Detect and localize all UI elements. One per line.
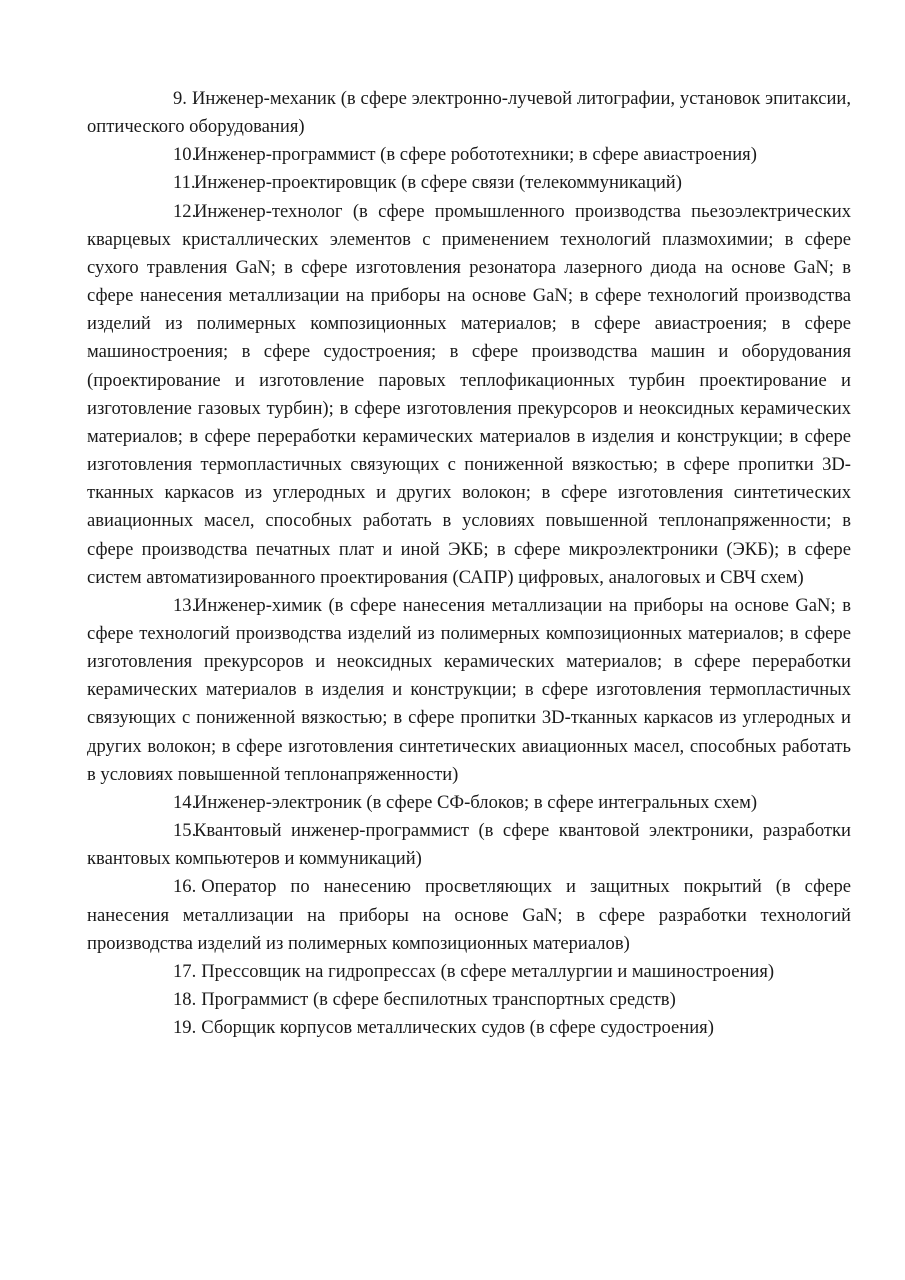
item-text: Инженер-программист (в сфере робототехники; в сфере авиастроения) xyxy=(194,144,757,166)
list-item xyxy=(87,873,851,957)
list-item xyxy=(87,789,851,817)
list-item xyxy=(87,198,851,592)
document-page xyxy=(87,85,851,1042)
list-item xyxy=(87,592,851,789)
list-item xyxy=(87,817,851,873)
item-text: Оператор по нанесению просветляющих и защитных покрытий (в сфере нанесения металлизации на приборы на основе GaN; в сфере разработки технологий производства изделий из полимерных композиционных материалов) xyxy=(87,876,851,954)
item-number: 17. xyxy=(173,960,197,982)
item-number: 14. xyxy=(173,791,197,813)
item-text: Инженер-проектировщик (в сфере связи (телекоммуникаций) xyxy=(194,172,682,194)
item-text: Программист (в сфере беспилотных транспортных средств) xyxy=(201,989,676,1010)
list-item xyxy=(87,986,851,1014)
item-number: 10. xyxy=(173,144,197,166)
item-number: 15. xyxy=(173,820,197,842)
item-number: 19. xyxy=(173,1017,197,1039)
item-number: 18. xyxy=(173,989,197,1010)
item-text: Прессовщик на гидропрессах (в сфере металлургии и машиностроения) xyxy=(201,960,775,982)
item-text: Квантовый инженер-программист (в сфере квантовой электроники, разработки квантовых компьютеров и коммуникаций) xyxy=(87,820,851,870)
item-text: Инженер-технолог (в сфере промышленного производства пьезоэлектрических кварцевых кристаллических элементов с применением технологий плазмохимии; в сфере сухого травления GaN; в сфере изготовления резонатора лазерного диода на основе GaN; в сфере нанесения металлизации на приборы на основе GaN; в сфере технологий производства изделий из полимерных композиционных материалов; в сфере авиастроения; в сфере машиностроения; в сфере судостроения; в сфере производства машин и оборудования (проектирование и изготовление паровых теплофикационных турбин проектирование и изготовление газовых турбин); в сфере изготовления прекурсоров и неоксидных керамических материалов; в сфере переработки керамических материалов в изделия и конструкции; в сфере изготовления термопластичных связующих с пониженной вязкостью; в сфере пропитки 3D-тканных каркасов из углеродных и других волокон; в сфере изготовления синтетических авиационных масел, способных работать в условиях повышенной теплонапряженности; в сфере производства печатных плат и иной ЭКБ; в сфере микроэлектроники (ЭКБ); в сфере систем автоматизированного проектирования (САПР) цифровых, аналоговых и СВЧ схем) xyxy=(87,200,851,588)
list-item xyxy=(87,958,851,986)
item-number: 9. xyxy=(173,88,187,109)
item-number: 11. xyxy=(173,172,196,194)
item-text: Инженер-химик (в сфере нанесения металлизации на приборы на основе GaN; в сфере технологий производства изделий из полимерных композиционных материалов; в сфере изготовления прекурсоров и неоксидных керамических материалов; в сфере переработки керамических материалов в изделия и конструкции; в сфере изготовления термопластичных связующих с пониженной вязкостью; в сфере пропитки 3D-тканных каркасов из углеродных и других волокон; в сфере изготовления синтетических авиационных масел, способных работать в условиях повышенной теплонапряженности) xyxy=(87,594,851,785)
item-number: 16. xyxy=(173,876,197,898)
item-number: 13. xyxy=(173,594,197,616)
list-item xyxy=(87,1014,851,1042)
item-text: Инженер-электроник (в сфере СФ-блоков; в сфере интегральных схем) xyxy=(194,791,758,813)
item-text: Инженер-механик (в сфере электронно-лучевой литографии, установок эпитаксии, оптического оборудования) xyxy=(87,88,851,138)
list-item xyxy=(87,169,851,197)
list-item xyxy=(87,141,851,169)
item-text: Сборщик корпусов металлических судов (в сфере судостроения) xyxy=(201,1017,714,1039)
list-item xyxy=(87,85,851,141)
item-number: 12. xyxy=(173,200,197,222)
